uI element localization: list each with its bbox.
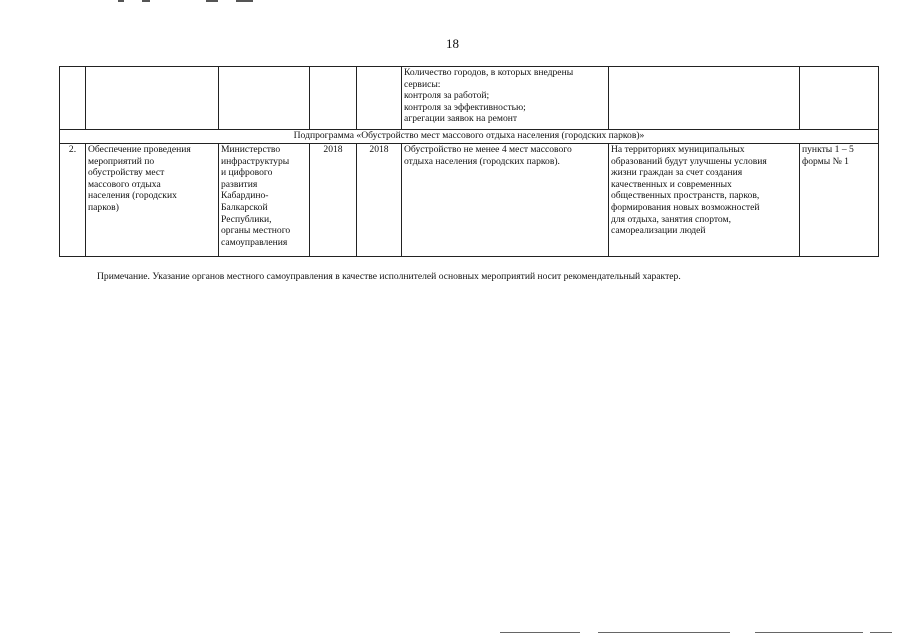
cell-empty [310, 67, 357, 130]
cell-empty [219, 67, 310, 130]
cell-result: На территориях муниципальных образований будут улучшены условия жизни граждан за счет создания качественных и современных общественных пространств, парков, формирования новых возможностей для отдыха, занятия спортом, самореализации людей [609, 144, 800, 257]
table-row [60, 144, 879, 257]
cell-empty [357, 67, 402, 130]
cell-empty [609, 67, 800, 130]
cell-indicator: Количество городов, в которых внедрены сервисы: контроля за работой; контроля за эффективностью; агрегации заявок на ремонт [402, 67, 609, 130]
footnote-note: Примечание. Указание органов местного самоуправления в качестве исполнителей основных мероприятий носит рекомендательный характер. [97, 271, 681, 282]
cell-start-year: 2018 [310, 144, 357, 257]
scan-artifact-bottom [500, 632, 580, 633]
cell-empty [86, 67, 219, 130]
scan-artifact-bottom [755, 632, 863, 633]
cell-end-year: 2018 [357, 144, 402, 257]
activities-table [59, 66, 879, 257]
scan-artifact-bottom [598, 632, 730, 633]
scan-artifact-top [118, 0, 253, 3]
cell-indicator: Обустройство не менее 4 мест массового отдыха населения (городских парков). [402, 144, 609, 257]
table-row-continuation [60, 67, 879, 130]
cell-event: Обеспечение проведения мероприятий по обустройству мест массового отдыха населения (городских парков) [86, 144, 219, 257]
cell-empty [800, 67, 879, 130]
scan-artifact-bottom [870, 632, 892, 633]
cell-executor: Министерство инфраструктуры и цифрового развития Кабардино- Балкарской Республики, органы местного самоуправления [219, 144, 310, 257]
cell-reference: пункты 1 – 5 формы № 1 [800, 144, 879, 257]
cell-empty [60, 67, 86, 130]
page-number: 18 [446, 36, 459, 51]
subprogram-header-row [60, 130, 879, 144]
subprogram-title: Подпрограмма «Обустройство мест массового отдыха населения (городских парков)» [60, 130, 879, 144]
cell-number: 2. [60, 144, 86, 257]
